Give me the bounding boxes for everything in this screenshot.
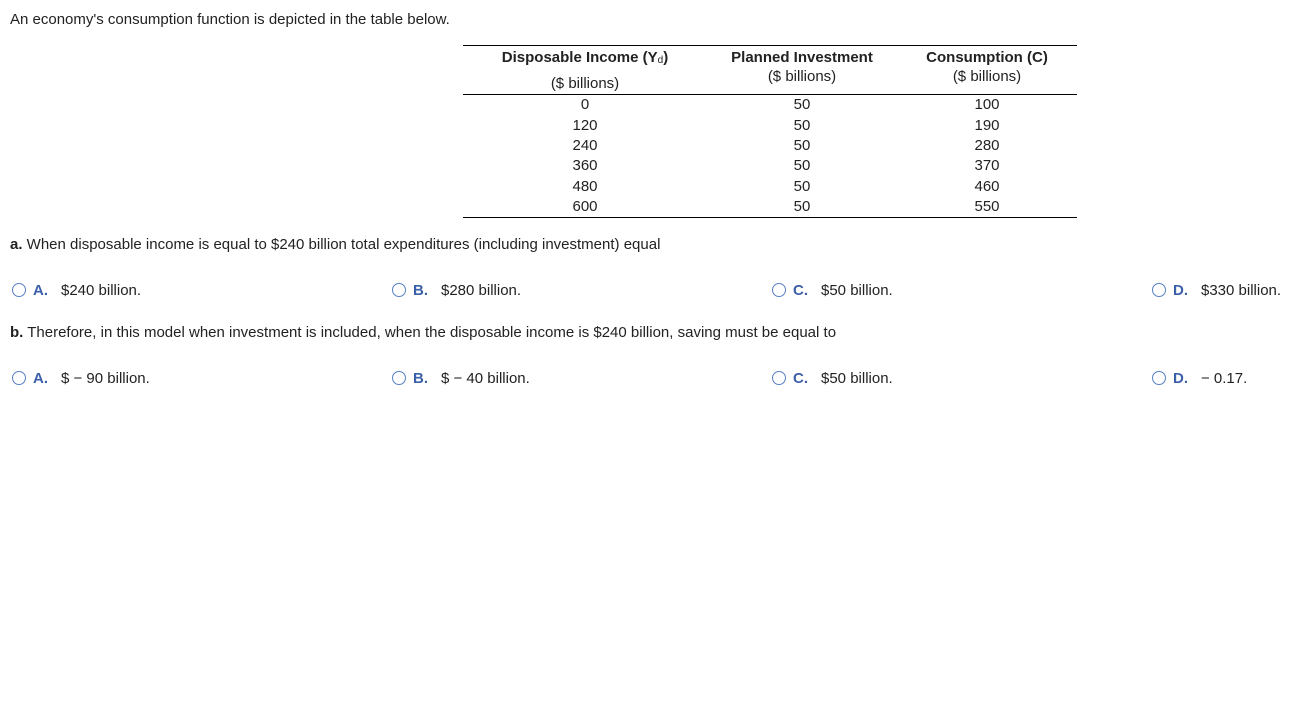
question-a-text: When disposable income is equal to $240 billion total expenditures (including investment) equal [22,236,661,253]
table-cell: 240 [572,136,598,154]
header-disposable-income-title-end: ) [663,49,669,66]
intro-text: An economy's consumption function is depicted in the table below. [10,11,450,28]
option-letter: A. [33,281,48,299]
header-planned-investment [707,46,897,95]
table-cell: 600 [463,197,707,218]
table-row [463,156,1077,176]
radio-button[interactable] [392,371,406,385]
header-consumption-unit: ($ billions) [952,68,1022,85]
table-cell: 280 [974,136,1000,154]
table-cell: 370 [974,157,1000,175]
option-letter: D. [1173,281,1188,299]
question-a-option-a[interactable] [12,280,141,300]
table-row [463,197,1077,218]
option-text: − 0.17. [1201,369,1248,387]
table-cell: 0 [580,96,590,114]
radio-button[interactable] [392,283,406,297]
question-b-label: b. [10,324,24,341]
table-row [463,136,1077,156]
question-a-option-d[interactable] [1152,280,1281,300]
question-b-option-b[interactable] [392,368,530,388]
table-cell: 550 [897,197,1077,218]
header-disposable-income [463,46,707,95]
header-disposable-income-unit: ($ billions) [550,75,620,92]
header-consumption-title: Consumption (C) [926,49,1048,66]
option-text: $ − 90 billion. [61,369,150,387]
radio-button[interactable] [772,371,786,385]
question-b-option-d[interactable] [1152,368,1247,388]
header-planned-investment-unit: ($ billions) [767,68,837,85]
question-b-options [0,368,1312,388]
table-cell: 100 [974,96,1000,114]
header-consumption [897,46,1077,95]
option-letter: A. [33,369,48,387]
radio-button[interactable] [1152,371,1166,385]
table-cell: 190 [974,116,1000,134]
table-row [463,177,1077,197]
question-b-option-c[interactable] [772,368,893,388]
question-a-label: a. [10,236,23,253]
option-text: $280 billion. [441,281,522,299]
question-b-text: Therefore, in this model when investment is included, when the disposable income is $240 billion, saving must be equal to [23,324,837,341]
radio-button[interactable] [1152,283,1166,297]
option-letter: C. [793,281,808,299]
consumption-table-wrapper [463,45,1077,218]
question-a-options [0,280,1312,300]
radio-button[interactable] [772,283,786,297]
header-disposable-income-title: Disposable Income (Y [501,49,658,66]
option-text: $240 billion. [61,281,142,299]
header-planned-investment-title: Planned Investment [731,49,873,66]
table-cell: 460 [974,177,1000,195]
table-cell: 480 [572,177,598,195]
table-cell: 50 [793,136,811,154]
consumption-table [463,45,1077,218]
question-b-option-a[interactable] [12,368,150,388]
radio-button[interactable] [12,371,26,385]
radio-button[interactable] [12,283,26,297]
option-letter: B. [413,369,428,387]
table-cell: 50 [793,177,811,195]
table-row [463,95,1077,116]
table-cell: 50 [793,157,811,175]
option-text: $50 billion. [821,369,893,387]
question-a-option-c[interactable] [772,280,893,300]
table-cell: 50 [793,116,811,134]
option-letter: B. [413,281,428,299]
table-cell: 120 [572,116,598,134]
table-cell: 50 [707,197,897,218]
option-letter: C. [793,369,808,387]
option-text: $ − 40 billion. [441,369,530,387]
option-letter: D. [1173,369,1188,387]
option-text: $50 billion. [821,281,893,299]
table-cell: 360 [572,157,598,175]
header-disposable-income-subscript: d [657,55,664,66]
question-a-prompt [10,236,660,254]
question-a-option-b[interactable] [392,280,521,300]
option-text: $330 billion. [1201,281,1282,299]
question-b-prompt [10,324,836,342]
table-cell: 50 [793,96,811,114]
table-row [463,115,1077,135]
